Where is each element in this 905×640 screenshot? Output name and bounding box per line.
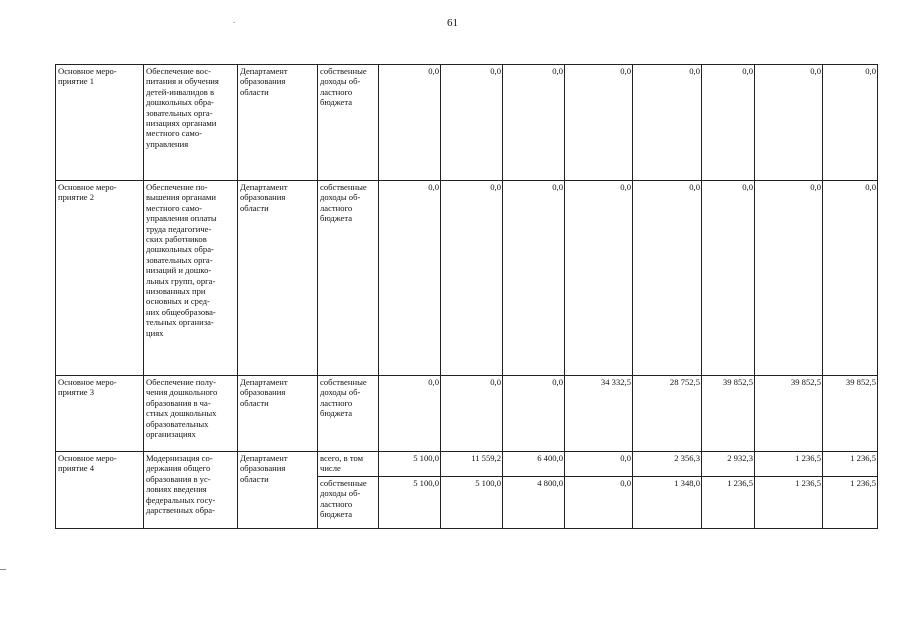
value-cell: 1 348,0	[633, 477, 702, 529]
event-cell: Основное меро- приятие 2	[56, 181, 144, 376]
description-cell: Обеспечение полу- чения дошкольного образования в ча- стных дошкольных образовательных организациях	[144, 376, 238, 452]
event-cell: Основное меро- приятие 1	[56, 65, 144, 181]
scan-speck	[233, 22, 235, 23]
value-cell: 0,0	[441, 181, 503, 376]
value-cell: 0,0	[565, 181, 633, 376]
description-cell: Модернизация со- держания общего образования в ус- ловиях введения федеральных госу- дарственных обра-	[144, 452, 238, 529]
value-cell: 0,0	[633, 65, 702, 181]
executor-cell: Департамент образования области	[238, 452, 318, 529]
value-cell: 1 236,5	[755, 477, 823, 529]
source-cell: собственные доходы об- ластного бюджета	[318, 65, 379, 181]
value-cell: 0,0	[823, 181, 878, 376]
table-row	[56, 181, 878, 376]
event-cell: Основное меро- приятие 4	[56, 452, 144, 529]
value-cell: 0,0	[702, 65, 755, 181]
value-cell: 0,0	[755, 65, 823, 181]
value-cell: 0,0	[823, 65, 878, 181]
description-cell: Обеспечение вос- питания и обучения детей-инвалидов в дошкольных обра- зовательных орга- низациях органами местного само- управления	[144, 65, 238, 181]
source-cell: собственные доходы об- ластного бюджета	[318, 181, 379, 376]
executor-cell: Департамент образования области	[238, 65, 318, 181]
value-cell: 39 852,5	[823, 376, 878, 452]
value-cell: 0,0	[565, 477, 633, 529]
value-cell: 5 100,0	[441, 477, 503, 529]
value-cell: 5 100,0	[379, 452, 441, 477]
value-cell: 1 236,5	[755, 452, 823, 477]
value-cell: 0,0	[441, 376, 503, 452]
value-cell: 2 932,3	[702, 452, 755, 477]
table-row	[56, 65, 878, 181]
value-cell: 0,0	[633, 181, 702, 376]
value-cell: 0,0	[379, 181, 441, 376]
value-cell: 0,0	[565, 65, 633, 181]
value-cell: 4 800,0	[503, 477, 565, 529]
value-cell: 1 236,5	[823, 452, 878, 477]
value-cell: 5 100,0	[379, 477, 441, 529]
source-cell: собственные доходы об- ластного бюджета	[318, 376, 379, 452]
table-row	[56, 452, 878, 477]
source-cell: собственные доходы об- ластного бюджета	[318, 477, 379, 529]
value-cell: 0,0	[565, 452, 633, 477]
value-cell: 0,0	[503, 376, 565, 452]
description-cell: Обеспечение по- вышения органами местного само- управления оплаты труда педагогиче- ских работников дошкольных обра- зовательных орга- низаций и дошко- льных групп, орга- низованных при основных и сред- них общеобразова- тельных организа- циях	[144, 181, 238, 376]
executor-cell: Департамент образования области	[238, 181, 318, 376]
budget-table	[55, 64, 878, 529]
value-cell: 39 852,5	[702, 376, 755, 452]
value-cell: 6 400,0	[503, 452, 565, 477]
value-cell: 0,0	[503, 181, 565, 376]
value-cell: 0,0	[755, 181, 823, 376]
executor-cell: Департамент образования области	[238, 376, 318, 452]
value-cell: 0,0	[379, 376, 441, 452]
event-cell: Основное меро- приятие 3	[56, 376, 144, 452]
source-cell: всего, в том числе	[318, 452, 379, 477]
value-cell: 0,0	[379, 65, 441, 181]
value-cell: 39 852,5	[755, 376, 823, 452]
table-row	[56, 376, 878, 452]
value-cell: 0,0	[702, 181, 755, 376]
value-cell: 2 356,3	[633, 452, 702, 477]
value-cell: 1 236,5	[823, 477, 878, 529]
value-cell: 0,0	[503, 65, 565, 181]
scan-mark	[0, 569, 6, 570]
value-cell: 34 332,5	[565, 376, 633, 452]
value-cell: 28 752,5	[633, 376, 702, 452]
value-cell: 0,0	[441, 65, 503, 181]
page-number: 61	[447, 17, 458, 29]
value-cell: 11 559,2	[441, 452, 503, 477]
value-cell: 1 236,5	[702, 477, 755, 529]
